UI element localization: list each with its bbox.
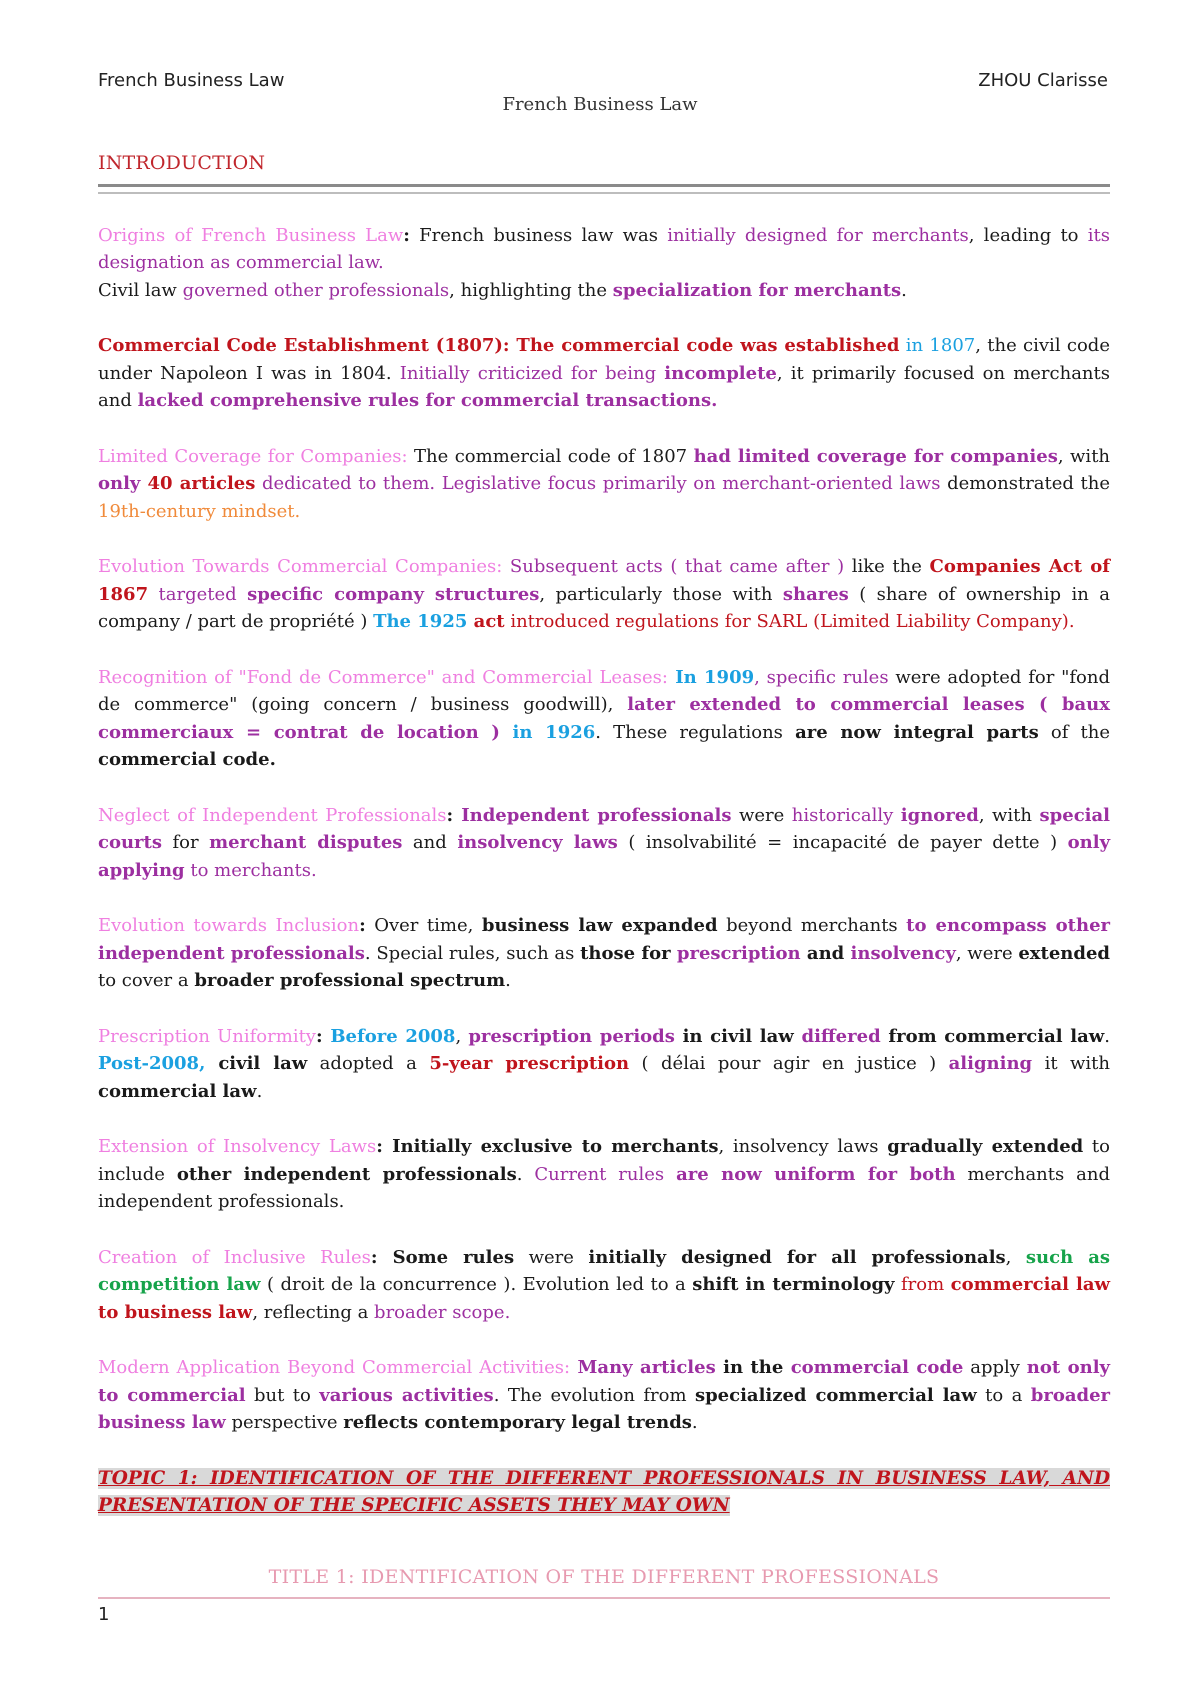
paragraph-modern-application: Modern Application Beyond Commercial Activities: Many articles in the commercial code apply not only to commercial but to various activities. The evolution from specialized commercial law to a broader business law perspective reflects contemporary legal trends. xyxy=(98,1357,1111,1433)
paragraph-fond-de-commerce: Recognition of "Fond de Commerce" and Commercial Leases: In 1909, specific rules were adopted for "fond de commerce" (going concern / business goodwill), later extended to commercial leases ( baux commerciaux = contrat de location ) in 1926. These regulations are now integral parts of the commercial code. xyxy=(98,666,1111,770)
paragraph-commercial-companies: Evolution Towards Commercial Companies: Subsequent acts ( that came after ) like the Companies Act of 1867 targeted specific company structures, particularly those with shares ( share of ownership in a company / part de propriété ) The 1925 act introduced regulations for SARL (Limited Liability Company). xyxy=(98,556,1110,632)
page-number: 1 xyxy=(98,1604,110,1625)
document-body xyxy=(98,150,1110,1599)
document-title: French Business Law xyxy=(502,94,698,115)
paragraph-inclusion: Evolution towards Inclusion: Over time, business law expanded beyond merchants to encompass other independent professionals. Special rules, such as those for prescription and insolvency, were extended to cover a broader professional spectrum. xyxy=(98,915,1111,991)
paragraph-commercial-code: Commercial Code Establishment (1807): The commercial code was established in 1807, the civil code under Napoleon I was in 1804. Initially criticized for being incomplete, it primarily focused on merchants and lacked comprehensive rules for commercial transactions. xyxy=(98,335,1110,411)
paragraph-limited-coverage: Limited Coverage for Companies: The commercial code of 1807 had limited coverage for companies, with only 40 articles dedicated to them. Legislative focus primarily on merchant-oriented laws demonstrated the 19th-century mindset. xyxy=(98,445,1111,522)
introduction-heading: INTRODUCTION xyxy=(98,152,266,174)
paragraph-insolvency: Extension of Insolvency Laws: Initially exclusive to merchants, insolvency laws gradually extended to include other independent professionals. Current rules are now uniform for both merchants and independent professionals. xyxy=(98,1136,1110,1212)
paragraph-origins-civil: Civil law governed other professionals, highlighting the specialization for merchants. xyxy=(98,279,907,301)
paragraph-prescription: Prescription Uniformity: Before 2008, prescription periods in civil law differed from commercial law. Post-2008, civil law adopted a 5-year prescription ( délai pour agir en justice ) aligning it with commercial law. xyxy=(98,1025,1111,1102)
paragraph-origins: Origins of French Business Law: French business law was initially designed for merchants, leading to its designation as commercial law. xyxy=(98,224,1110,273)
paragraph-neglect: Neglect of Independent Professionals: Independent professionals were historically ignored, with special courts for merchant disputes and insolvency laws ( insolvabilité = incapacité de payer dette ) only applying to merchants. xyxy=(98,804,1111,881)
title-heading: TITLE 1: IDENTIFICATION OF THE DIFFERENT PROFESSIONALS xyxy=(268,1565,940,1588)
header-right: ZHOU Clarisse xyxy=(978,70,1108,91)
paragraph-inclusive-rules: Creation of Inclusive Rules: Some rules were initially designed for all professionals, such as competition law ( droit de la concurrence ). Evolution led to a shift in terminology from commercial law to business law, reflecting a broader scope. xyxy=(98,1246,1110,1323)
topic-heading: TOPIC 1: IDENTIFICATION OF THE DIFFERENT PROFESSIONALS IN BUSINESS LAW, AND PRESENTATION OF THE SPECIFIC ASSETS THEY MAY OWN xyxy=(98,1467,1110,1516)
introduction-rule xyxy=(98,184,1110,194)
header-left: French Business Law xyxy=(98,70,285,91)
title-rule xyxy=(98,1597,1110,1599)
